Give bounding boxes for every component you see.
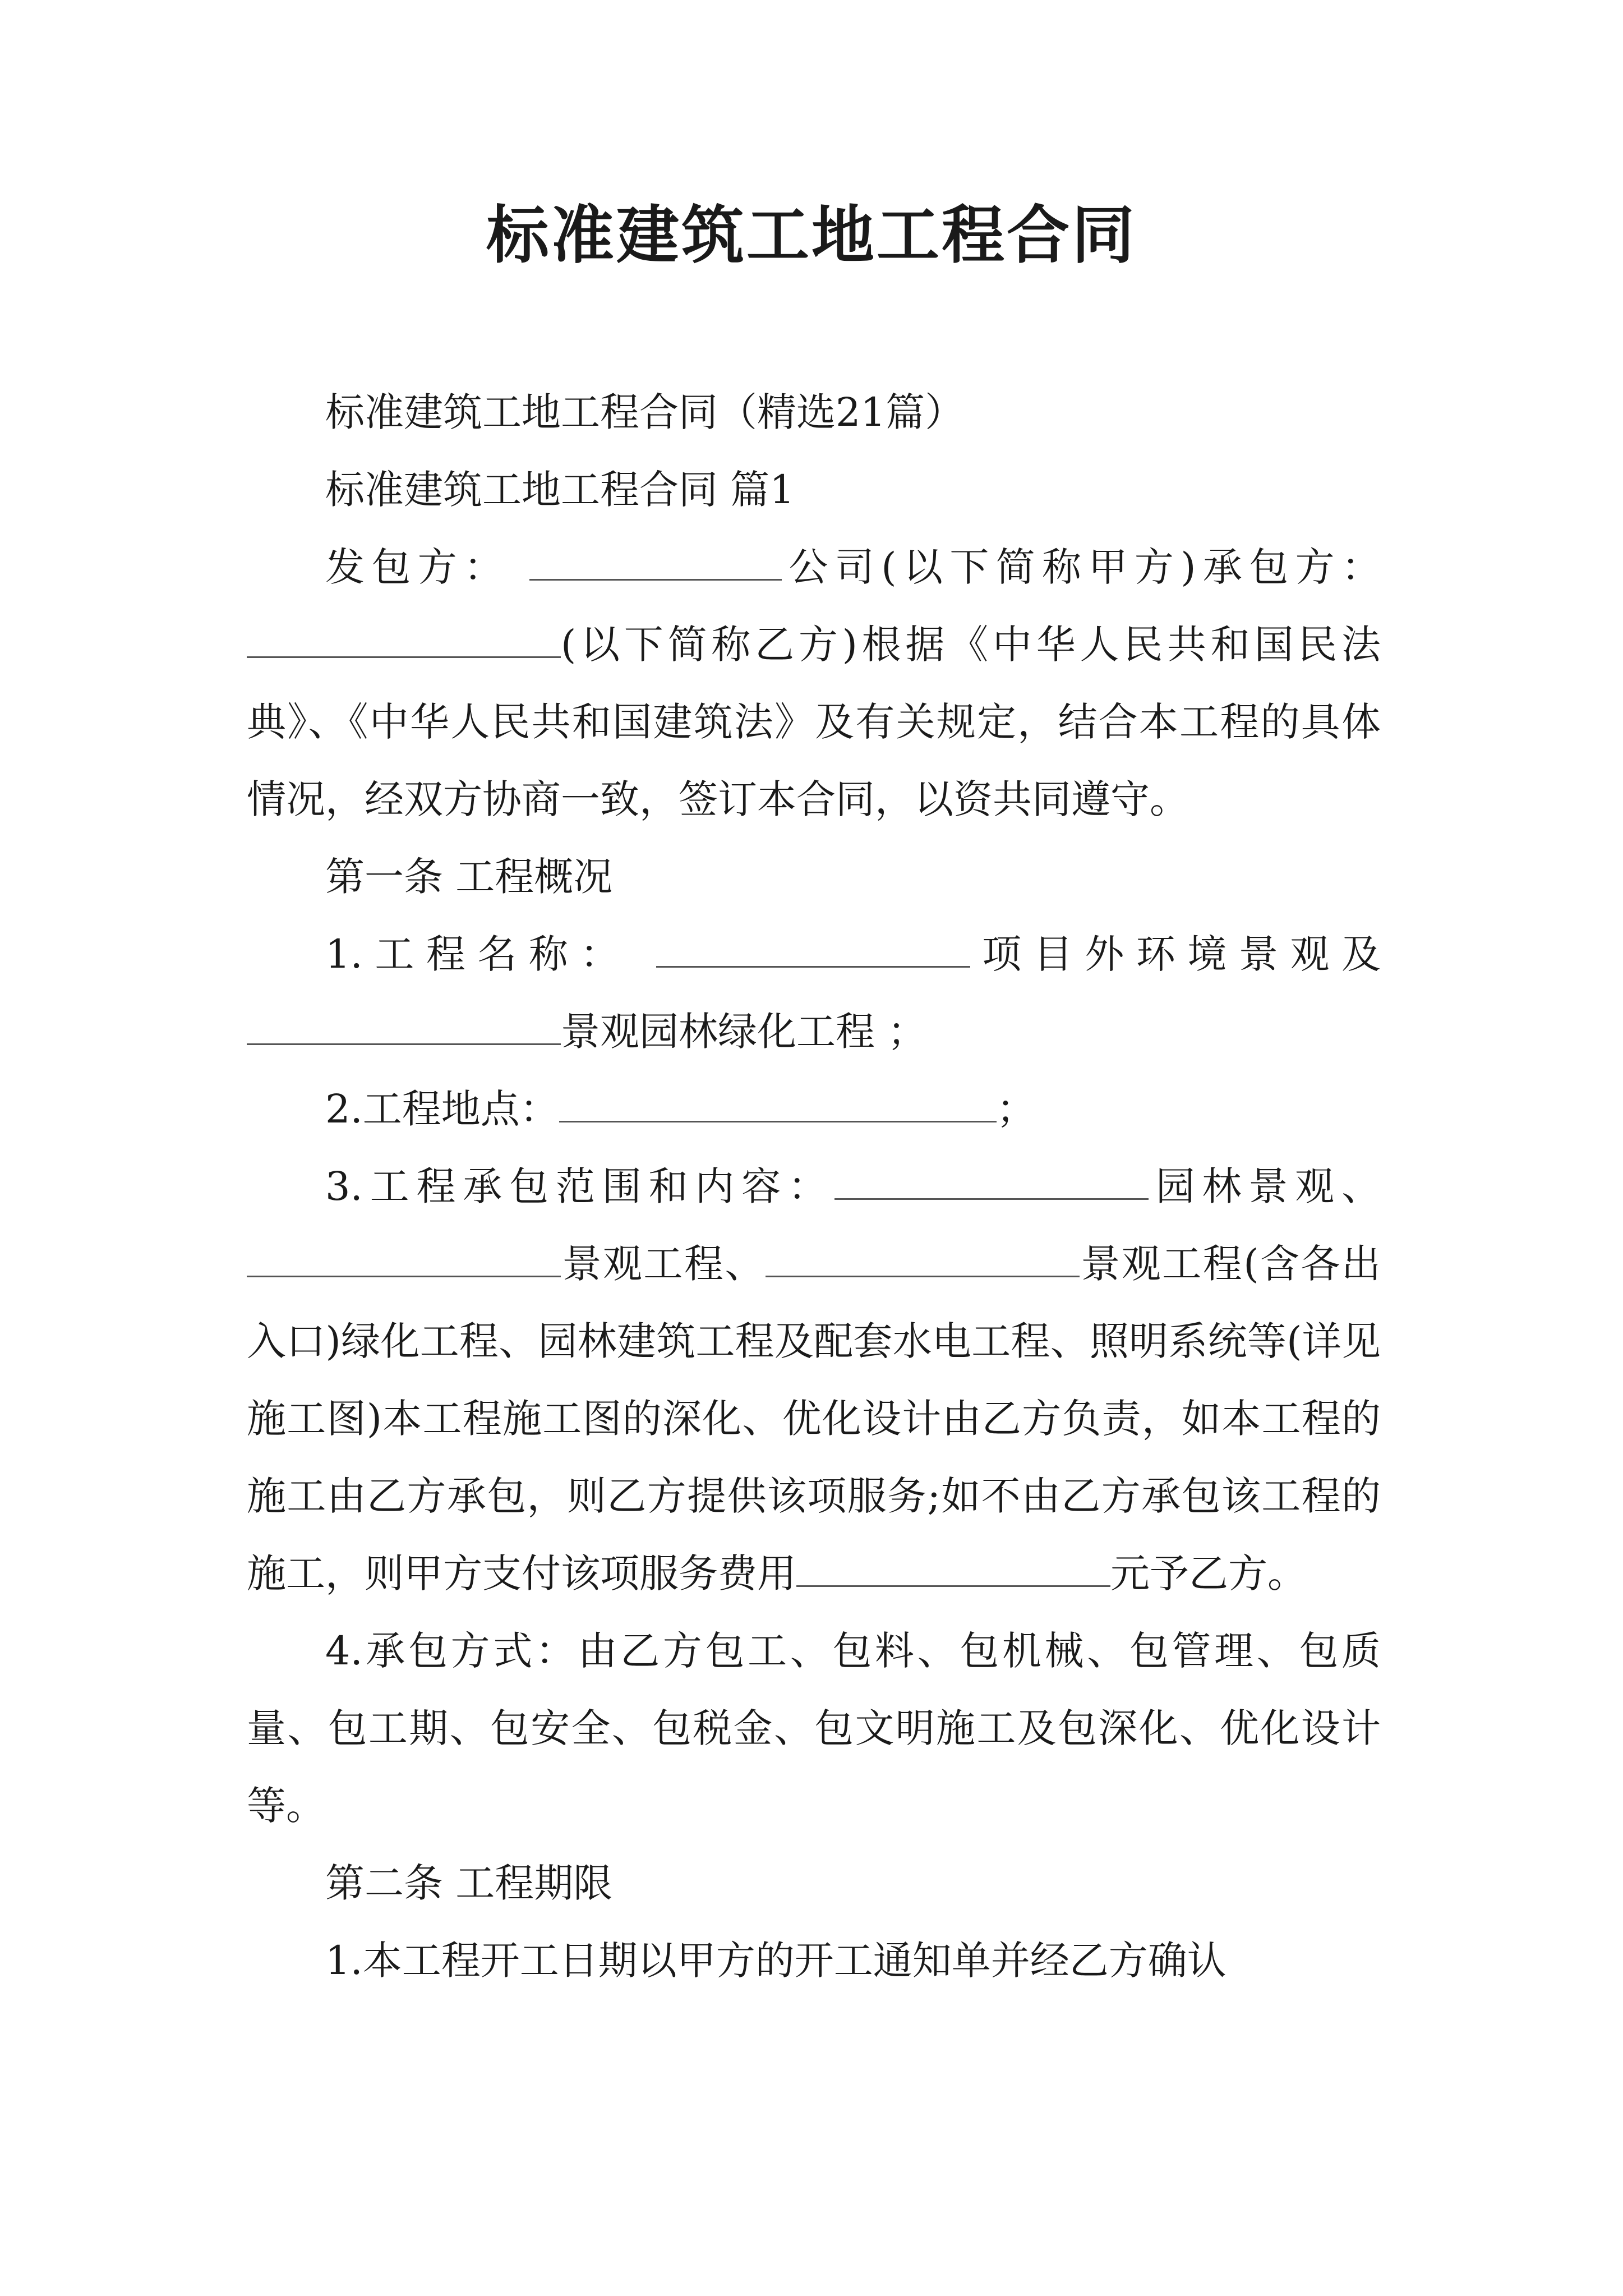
- article2-item1: 1.本工程开工日期以甲方的开工通知单并经乙方确认: [325, 1938, 1227, 1984]
- item3-b: 景观工程、: [561, 1241, 766, 1287]
- blank-field: [834, 1166, 1149, 1200]
- document-body: [247, 374, 1381, 1999]
- item1-suffix: 景观园林绿化工程 ；: [561, 1009, 927, 1055]
- document-title: 标准建筑工地工程合同: [486, 199, 1137, 272]
- article1-item1: [247, 915, 1381, 1070]
- item3-a: 园林景观、: [1148, 1163, 1381, 1209]
- blank-field: [766, 1243, 1080, 1277]
- article1-heading: 第一条 工程概况: [325, 854, 613, 900]
- blank-field: [247, 1011, 561, 1045]
- item2-suffix: ；: [996, 1086, 1036, 1132]
- item3-prefix: 3.工程承包范围和内容：: [325, 1163, 834, 1209]
- blank-field: [529, 546, 782, 581]
- article1-item2: [247, 1070, 1381, 1148]
- party-mid: 公司(以下简称甲方)承包方：: [782, 544, 1381, 590]
- blank-field: [796, 1553, 1110, 1587]
- article1-item3: [247, 1148, 1381, 1612]
- item3-suffix: 元予乙方。: [1110, 1550, 1307, 1596]
- article2-heading: 第二条 工程期限: [325, 1860, 613, 1906]
- item1-prefix: 1.工程名称：: [325, 931, 631, 977]
- blank-field: [247, 624, 561, 658]
- party-suffix: (以下简称乙方)根据《中华人民共和国民法典》、《中华人民共和国建筑法》及有关规定，结合本工程的具体情况，经双方协商一致，签订本合同，以资共同遵守。: [247, 622, 1381, 822]
- party-paragraph: [247, 528, 1381, 838]
- contract-subtitle: 标准建筑工地工程合同（精选21篇）: [325, 389, 965, 435]
- blank-field: [559, 1088, 997, 1122]
- item3-c: 景观工程(含各出入口)绿化工程、园林建筑工程及配套水电工程、照明系统等(详见施工图)本工程施工图的深化、优化设计由乙方负责，如本工程的施工由乙方承包，则乙方提供该项服务;如不由乙方承包该工程的施工，则甲方支付该项服务费用: [247, 1241, 1381, 1596]
- item1-mid: 项目外环境景观及: [970, 931, 1381, 977]
- blank-field: [247, 1243, 561, 1277]
- blank-field: [656, 933, 970, 968]
- article1-item4: 4.承包方式：由乙方包工、包料、包机械、包管理、包质量、包工期、包安全、包税金、包文明施工及包深化、优化设计等。: [247, 1628, 1381, 1829]
- section-title: 标准建筑工地工程合同 篇1: [325, 467, 795, 513]
- item2-prefix: 2.工程地点：: [325, 1086, 559, 1132]
- party-prefix: 发包方：: [325, 544, 510, 590]
